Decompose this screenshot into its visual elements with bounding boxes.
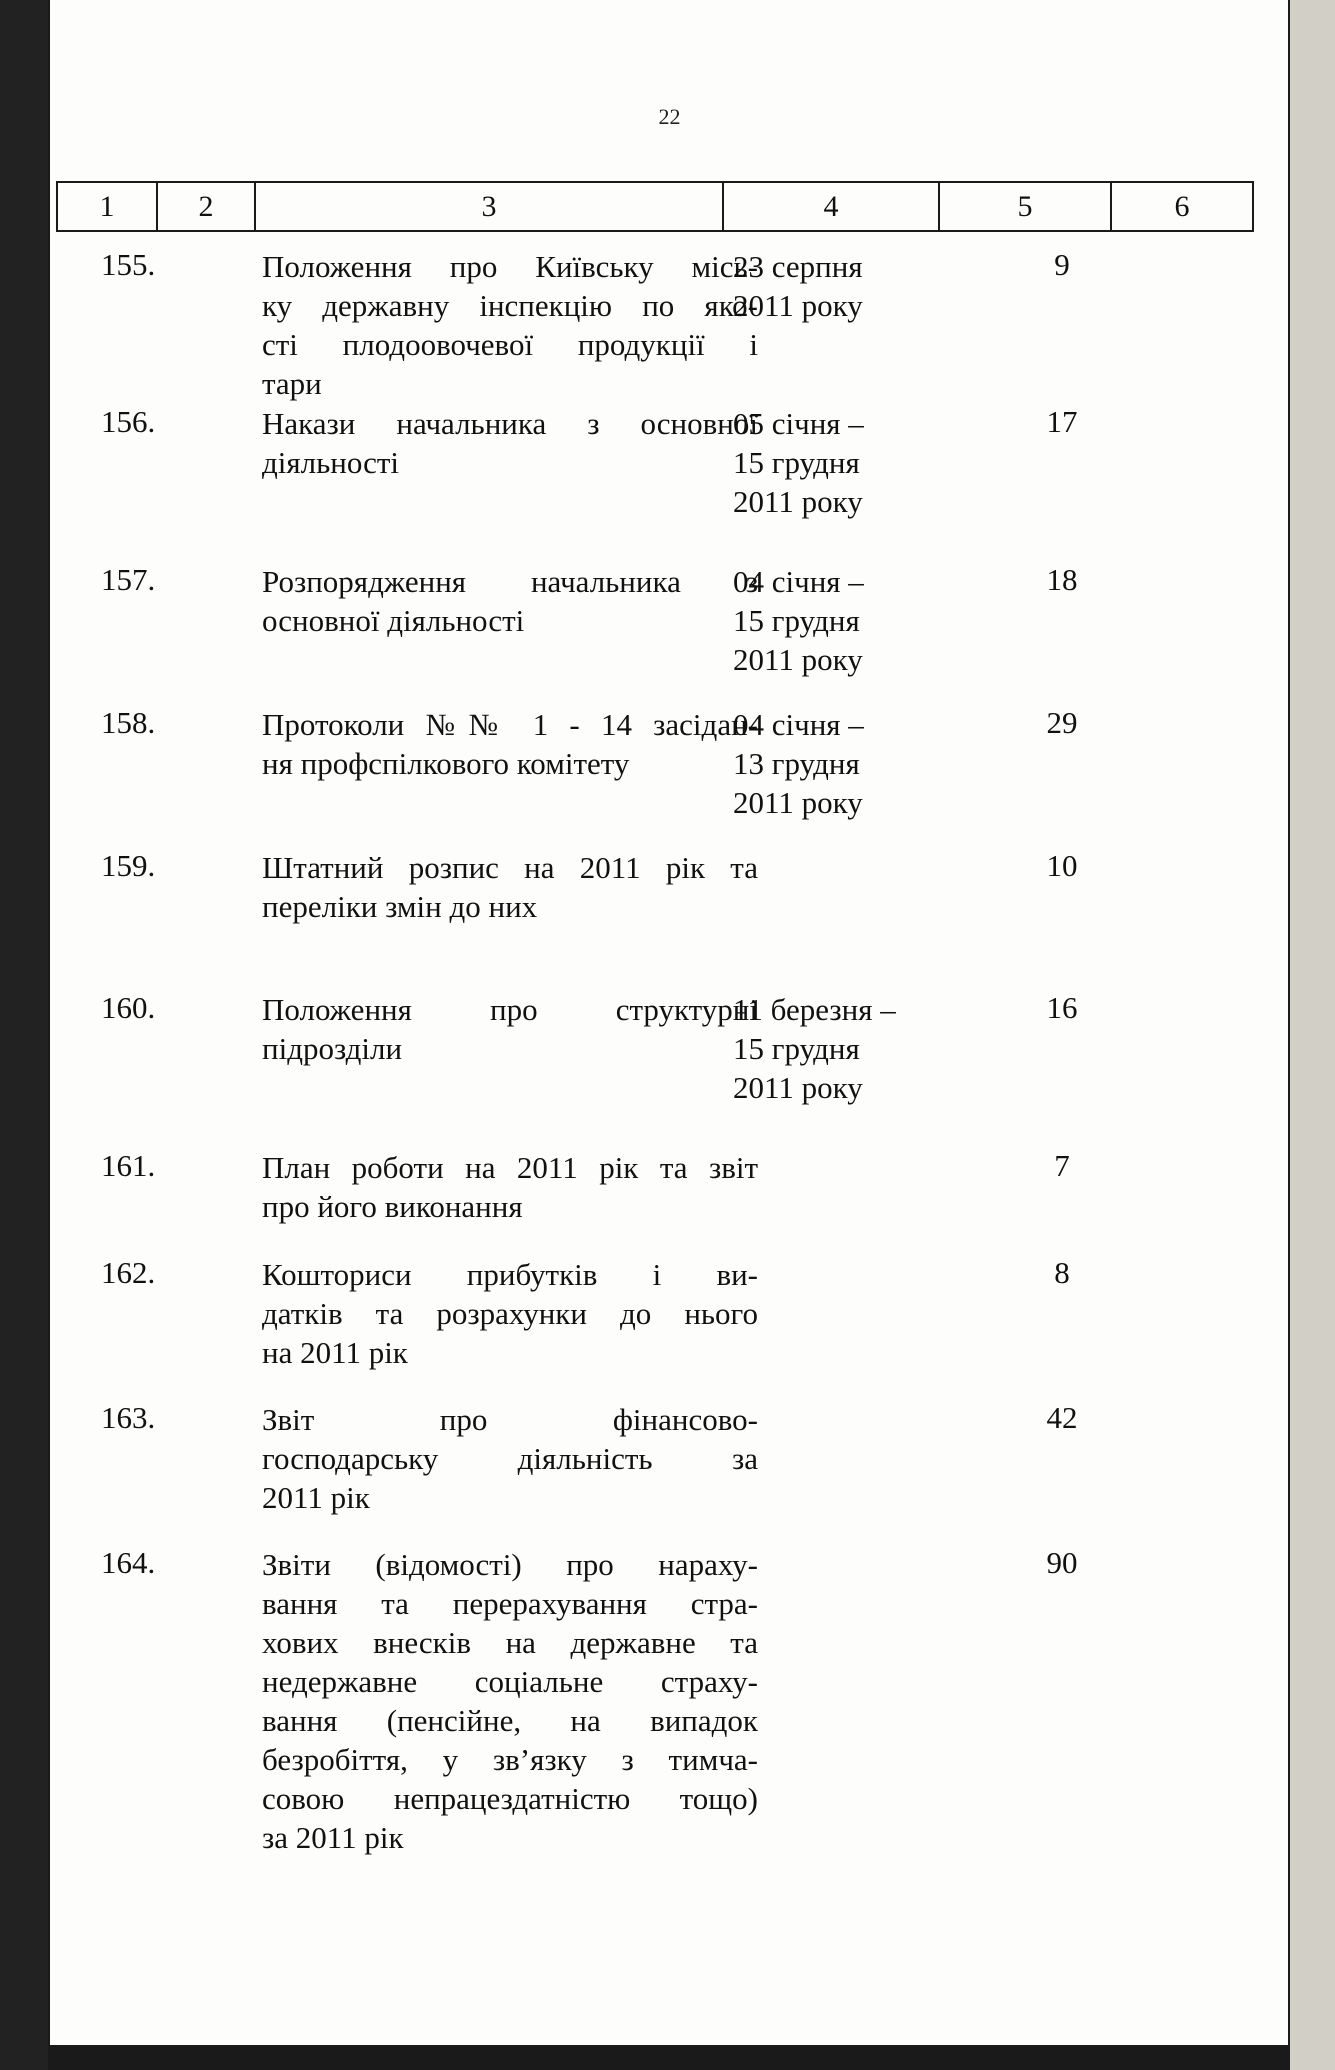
entry-title-line: безробіття, у зв’язку з тимча- (262, 1742, 758, 1777)
entry-title-line: вання (пенсійне, на випадок (262, 1703, 758, 1738)
column-header-1: 1 (57, 182, 157, 231)
scan-border-right (1290, 0, 1335, 2070)
entry-sheet-count: 9 (1054, 247, 1070, 282)
entry-title-line: діяльності (262, 445, 400, 480)
entry-title-line: Положення про структурні (262, 992, 758, 1027)
entry-title-line: сті плодоовочевої продукції і (262, 327, 758, 362)
entry-date-line: 2011 року (733, 785, 863, 820)
entry-title-line: 2011 рік (262, 1480, 370, 1515)
entry-number: 161. (101, 1148, 156, 1183)
entry-title (262, 1545, 758, 1857)
entry-title (262, 404, 758, 482)
entry-dates (733, 705, 923, 822)
entry-date-line: 04 січня – (733, 564, 864, 599)
entry-sheet-count: 29 (1046, 705, 1078, 740)
entry-title-line: вання та перерахування стра- (262, 1586, 758, 1621)
column-header-2: 2 (157, 182, 255, 231)
entry-sheet-count: 10 (1046, 848, 1078, 883)
entry-sheet-count: 17 (1046, 404, 1078, 439)
entry-title-line: недержавне соціальне страху- (262, 1664, 758, 1699)
column-header-6: 6 (1111, 182, 1253, 231)
entry-dates (733, 247, 923, 325)
entry-title-line: ня профспілкового комітету (262, 746, 630, 781)
entry-dates (733, 562, 923, 679)
entry-date-line: 2011 року (733, 484, 863, 519)
entry-sheet-count: 90 (1046, 1545, 1078, 1580)
entry-number: 162. (101, 1255, 156, 1290)
entry-sheet-count: 7 (1054, 1148, 1070, 1183)
entry-dates (733, 404, 923, 521)
entry-title-line: про його виконання (262, 1189, 523, 1224)
entry-number: 158. (101, 705, 156, 740)
entry-number: 160. (101, 990, 156, 1025)
entry-date-line: 04 січня – (733, 707, 864, 742)
entry-date-line: 15 грудня (733, 445, 860, 480)
document-page (50, 0, 1288, 2045)
entry-sheet-count: 8 (1054, 1255, 1070, 1290)
entry-number: 156. (101, 404, 156, 439)
page-number: 22 (658, 104, 681, 129)
entry-title-line: за 2011 рік (262, 1820, 404, 1855)
entry-title-line: Звіт про фінансово- (262, 1402, 758, 1437)
entry-date-line: 2011 року (733, 288, 863, 323)
column-header-3: 3 (255, 182, 723, 231)
entry-title-line: Положення про Київську місь- (262, 249, 758, 284)
entry-number: 155. (101, 247, 156, 282)
entry-title (262, 848, 758, 926)
entry-title-line: на 2011 рік (262, 1335, 408, 1370)
entry-title-line: датків та розрахунки до нього (262, 1296, 758, 1331)
entry-date-line: 11 березня – (733, 992, 896, 1027)
entry-title-line: хових внесків на державне та (262, 1625, 758, 1660)
entry-title (262, 1255, 758, 1372)
entry-date-line: 15 грудня (733, 1031, 860, 1066)
entry-title-line: основної діяльності (262, 603, 525, 638)
entry-title-line: господарську діяльність за (262, 1441, 758, 1476)
entry-dates (733, 990, 923, 1107)
entry-title-line: План роботи на 2011 рік та звіт (262, 1150, 758, 1185)
column-header-4: 4 (723, 182, 939, 231)
entry-title (262, 1148, 758, 1226)
entry-number: 163. (101, 1400, 156, 1435)
entry-title-line: підрозділи (262, 1031, 403, 1066)
entry-number: 164. (101, 1545, 156, 1580)
entry-date-line: 15 грудня (733, 603, 860, 638)
column-header-5: 5 (939, 182, 1111, 231)
entry-date-line: 2011 року (733, 642, 863, 677)
entry-date-line: 23 серпня (733, 249, 863, 284)
entry-date-line: 05 січня – (733, 406, 864, 441)
column-number-header (56, 181, 1254, 232)
entry-sheet-count: 42 (1046, 1400, 1078, 1435)
entry-title (262, 705, 758, 783)
entry-title (262, 562, 758, 640)
entry-title (262, 247, 758, 403)
entry-title-line: совою непрацездатністю тощо) (262, 1781, 758, 1816)
entry-title-line: Накази начальника з основної (262, 406, 758, 441)
entry-title-line: Звіти (відомості) про нараху- (262, 1547, 758, 1582)
entry-title (262, 990, 758, 1068)
entry-sheet-count: 16 (1046, 990, 1078, 1025)
entry-sheet-count: 18 (1046, 562, 1078, 597)
entry-number: 157. (101, 562, 156, 597)
entry-title (262, 1400, 758, 1517)
entry-title-line: Розпорядження начальника з (262, 564, 758, 599)
entry-number: 159. (101, 848, 156, 883)
entry-title-line: ку державну інспекцію по яко- (262, 288, 758, 323)
entry-date-line: 13 грудня (733, 746, 860, 781)
entry-title-line: тари (262, 366, 322, 401)
entry-date-line: 2011 року (733, 1070, 863, 1105)
scan-border-left (0, 0, 48, 2070)
entry-title-line: переліки змін до них (262, 889, 538, 924)
entry-title-line: Протоколи №№ 1 - 14 засідан- (262, 707, 758, 742)
entry-title-line: Кошториси прибутків і ви- (262, 1257, 758, 1292)
entry-title-line: Штатний розпис на 2011 рік та (262, 850, 758, 885)
